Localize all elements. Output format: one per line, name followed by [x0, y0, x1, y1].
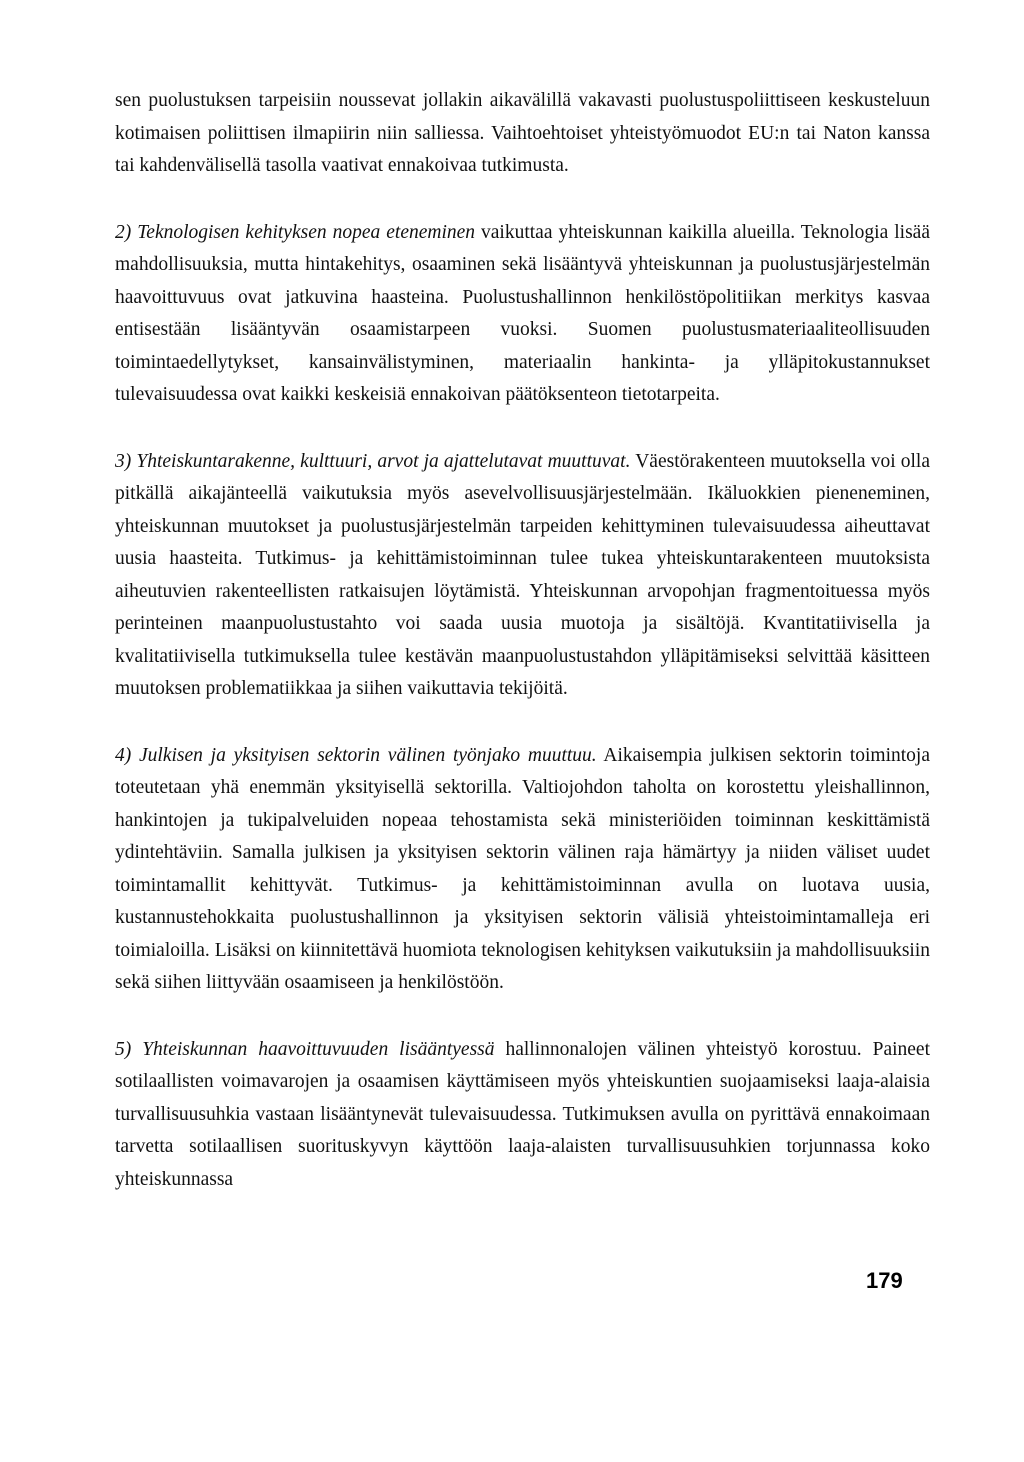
paragraph-4-lead: 4) Julkisen ja yksityisen sektorin välinen työnjako muuttuu.	[115, 744, 597, 766]
paragraph-4-text: Aikaisempia julkisen sektorin toimintoja toteutetaan yhä enemmän yksityisellä sektorilla. Valtiojohdon taholta on korostettu yleishallinnon, hankintojen ja tukipalveluiden nopeaa tehostamista sekä ministeriöiden toiminnan keskittämistä ydintehtäviin. Samalla julkisen ja yksityisen sektorin välinen raja hämärtyy ja niiden väliset uudet toimintamallit kehittyvät. Tutkimus- ja kehittämistoiminnan avulla on luotava uusia, kustannustehokkaita puolustushallinnon ja yksityisen sektorin välisiä yhteistoimintamalleja eri toimialoilla. Lisäksi on kiinnitettävä huomiota teknologisen kehityksen vaikutuksiin ja mahdollisuuksiin sekä siihen liittyvään osaamiseen ja henkilöstöön.	[115, 744, 930, 993]
paragraph-2-text: vaikuttaa yhteiskunnan kaikilla alueilla. Teknologia lisää mahdollisuuksia, mutta hintakehitys, osaaminen sekä lisääntyvä yhteiskunnan ja puolustusjärjestelmän haavoittuvuus ovat jatkuvina haasteina. Puolustushallinnon henkilöstöpolitiikan merkitys kasvaa entisestään lisääntyvän osaamistarpeen vuoksi. Suomen puolustusmateriaaliteollisuuden toimintaedellytykset, kansainvälistyminen, materiaalin hankinta- ja ylläpitokustannukset tulevaisuudessa ovat kaikki keskeisiä ennakoivan päätöksenteon tietotarpeita.	[115, 221, 930, 405]
page-body	[115, 85, 930, 1230]
page-number: 179	[866, 1268, 903, 1293]
paragraph-1	[115, 85, 930, 183]
paragraph-2	[115, 217, 930, 412]
paragraph-2-lead: 2) Teknologisen kehityksen nopea eteneminen	[115, 221, 476, 243]
paragraph-3	[115, 446, 930, 706]
paragraph-1-text: sen puolustuksen tarpeisiin noussevat jollakin aikavälillä vakavasti puolustuspoliittiseen keskusteluun kotimaisen poliittisen ilmapiirin niin salliessa. Vaihtoehtoiset yhteistyömuodot EU:n tai Naton kanssa tai kahdenvälisellä tasolla vaativat ennakoivaa tutkimusta.	[115, 90, 930, 176]
paragraph-3-text: Väestörakenteen muutoksella voi olla pitkällä aikajänteellä vaikutuksia myös asevelvollisuusjärjestelmään. Ikäluokkien pieneneminen, yhteiskunnan muutokset ja puolustusjärjestelmän tarpeiden kehittyminen tulevaisuudessa aiheuttavat uusia haasteita. Tutkimus- ja kehittämistoiminnan tulee tukea yhteiskuntarakenteen muutoksista aiheutuvien rakenteellisten ratkaisujen löytämistä. Yhteiskunnan arvopohjan fragmentoituessa myös perinteinen maanpuolustustahto voi saada uusia muotoja ja sisältöjä. Kvantitatiivisella ja kvalitatiivisella tutkimuksella tulee kestävän maanpuolustustahdon ylläpitämiseksi selvittää käsitteen muutoksen problematiikkaa ja siihen vaikuttavia tekijöitä.	[115, 450, 930, 699]
paragraph-3-lead: 3) Yhteiskuntarakenne, kulttuuri, arvot ja ajattelutavat muuttuvat.	[115, 450, 631, 472]
paragraph-5-lead: 5) Yhteiskunnan haavoittuvuuden lisääntyessä	[115, 1038, 495, 1060]
paragraph-4	[115, 740, 930, 1000]
paragraph-5	[115, 1034, 930, 1197]
paragraph-5-text: hallinnonalojen välinen yhteistyö korostuu. Paineet sotilaallisten voimavarojen ja osaamisen käyttämiseen myös yhteiskuntien suojaamiseksi laaja-alaisia turvallisuusuhkia vastaan lisääntynevät tulevaisuudessa. Tutkimuksen avulla on pyrittävä ennakoimaan tarvetta sotilaallisen suorituskyvyn käyttöön laaja-alaisten turvallisuusuhkien torjunnassa koko yhteiskunnassa	[115, 1038, 931, 1190]
